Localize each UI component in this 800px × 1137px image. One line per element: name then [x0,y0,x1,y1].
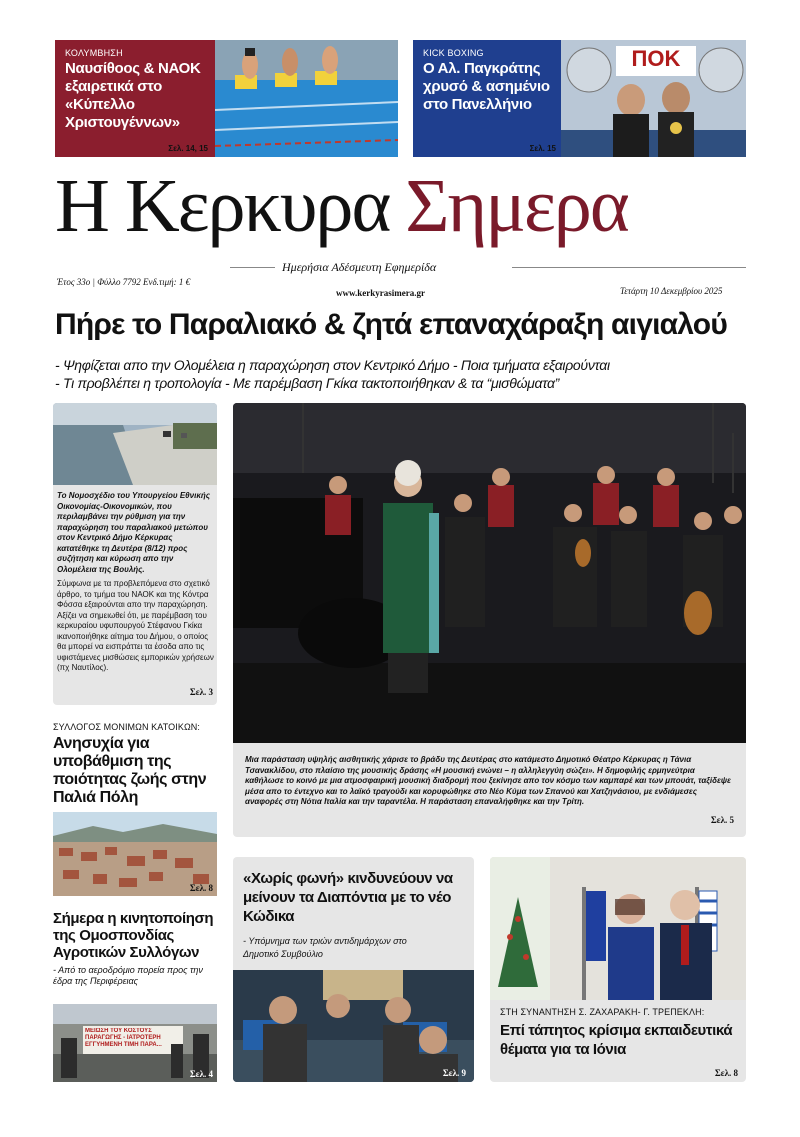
page-reference: Σελ. 8 [714,1068,738,1078]
pok-banner-text: ΠΟΚ [631,46,681,71]
residents-kicker: ΣΥΛΛΟΓΟΣ ΜΟΝΙΜΩΝ ΚΑΤΟΙΚΩΝ: [53,722,200,732]
masthead-part2: Σημερα [405,164,628,248]
masthead-slogan: Ημερήσια Αδέσμευτη Εφημερίδα [282,260,437,274]
page-reference: Σελ. 8 [189,883,213,893]
promo-kickboxing[interactable] [413,40,746,157]
diapontia-subheadline: - Υπόμνημα των τριών αντιδημάρχων στο Δημοτικό Συμβούλιο [243,936,407,959]
residents-story[interactable] [53,722,217,807]
promo-kicker: KICK BOXING [423,48,484,58]
page-reference: Σελ. 9 [442,1068,466,1078]
lead-body: Σύμφωνα με τα προβλεπόμενα στο σχετικό άρθρο, το τμήμα του ΝΑΟΚ και της Κόντρα Φόσσα εξαιρούνται απο την παραχώρηση. Αξίζει να σημειωθεί ότι, με παρέμβαση του κερκυραίου υφυπουργού Στέφανου Γκίκα ικανοποιήθηκε αίτημα του Δήμου, ο οποίος θα μπορεί να εισπράττει τα έσοδα απο τις υφιστάμενες μισθώσεις εμπορικών χρήσεων (πχ Ναυτίλος). [57,579,214,672]
lead-subheadline-1: - Ψηφίζεται απο την Ολομέλεια η παραχώρηση στον Κεντρικό Δήμο - Ποια τμήματα εξαιρούνται [55,357,610,373]
farmers-headline: Σήμερα η κινητοποίηση της Ομοσπονδίας Αγροτικών Συλλόγων [53,910,214,961]
concert-story-box[interactable] [233,403,746,837]
diapontia-headline: «Χωρίς φωνή» κινδυνεύουν να μείνουν τα Διαπόντια με το νέο Κώδικα [243,870,453,925]
protest-banner-text: ΜΕΙΩΣΗ ΤΟΥ ΚΟΣΤΟΥΣ ΠΑΡΑΓΩΓΗΣ - ΙΑΤΡΟΤΕΡΗ ΕΓΓΥΗΜΕΝΗ ΤΙΜΗ ΠΑΡΑ... [85,1028,162,1048]
protest-photo-box [53,1004,217,1082]
issue-info: Έτος 33ο | Φύλλο 7792 Ενδ.τιμή: 1 € [57,277,191,287]
swimming-photo [215,40,398,157]
residents-headline: Ανησυχία για υποβάθμιση της ποιότητας ζωής στην Παλιά Πόλη [53,735,207,806]
page-reference: Σελ. 14, 15 [168,144,208,153]
meeting-headline: Επί τάπητος κρίσιμα εκπαιδευτικά θέματα για τα Ιόνια [500,1022,733,1058]
issue-date: Τετάρτη 10 Δεκεμβρίου 2025 [620,286,723,296]
promo-title: Ναυσίθοος & ΝΑΟΚ εξαιρετικά στο «Κύπελλο Χριστουγέννων» [65,60,201,131]
farmers-subheadline: - Από το αεροδρόμιο πορεία προς την έδρα της Περιφέρειας [53,965,203,986]
council-photo [233,970,474,1082]
oldtown-photo-box [53,812,217,896]
meeting-story-box[interactable] [490,857,746,1082]
masthead [55,163,628,250]
diapontia-story-box[interactable] [233,857,474,1082]
masthead-rule-right [512,267,746,268]
meeting-kicker: ΣΤΗ ΣΥΝΑΝΤΗΣΗ Σ. ΖΑΧΑΡΑΚΗ- Γ. ΤΡΕΠΕΚΛΗ: [500,1007,705,1017]
lead-headline[interactable]: Πήρε το Παραλιακό & ζητά επαναχάραξη αιγιαλού [55,308,727,341]
lead-subheadline-2: - Τι προβλέπει η τροπολογία - Με παρέμβαση Γκίκα τακτοποιήθηκαν & τα “μισθώματα” [55,375,560,391]
concert-photo [233,403,746,743]
lead-story-box [53,403,217,705]
promo-title: Ο Αλ. Παγκράτης χρυσό & ασημένιο στο Πανελλήνιο [423,60,550,113]
website[interactable]: www.kerkyrasimera.gr [336,288,425,298]
meeting-photo [490,857,746,1000]
seafront-photo [53,403,217,485]
page-reference: Σελ. 4 [189,1069,213,1079]
concert-caption: Μια παράσταση υψηλής αισθητικής χάρισε το βράδυ της Δευτέρας στο κατάμεστο Δημοτικό Θέατρο Κέρκυρας η Τάνια Τσανακλίδου, στο πλαίσιο της μουσικής δράσης «Η μουσική ενώνει – η αλληλεγγύη σώζει». Η δημοφιλής ερμηνεύτρια καθήλωσε το κοινό με μια ατμοσφαιρική μουσική διαδρομή που ξεκίνησε απο τον κόσμο των καμπαρέ και των μπουάτ, ταξίδεψε μέσα απο το έντεχνο και το λαϊκό τραγούδι και κορυφώθηκε στο Νέο Κύμα των Σπανού και Χατζηνάσιου, με ενδιάμεσες αναφορές στη Νότια Ιταλία και την ταραντέλα. Η παράσταση επαναλήφθηκε και την Τρίτη. [245,755,731,806]
masthead-part1: Η Κερκυρα [55,164,390,248]
masthead-rule-left [230,267,275,268]
page-reference: Σελ. 15 [529,144,556,153]
page-reference: Σελ. 3 [189,687,213,697]
farmers-story[interactable] [53,910,217,987]
lead-intro: Το Νομοσχέδιο του Υπουργείου Εθνικής Οικονομίας-Οικονομικών, που περιλαμβάνει την ρύθμιση για την παραχώρηση του παραλιακού μετώπου στον Κεντρικό Δήμο Κέρκυρας κατατέθηκε τη Δευτέρα (8/12) προς συζήτηση και κύρωση απο την Ολομέλεια της Βουλής. [57,491,210,574]
page-reference: Σελ. 5 [710,815,734,825]
promo-swimming[interactable] [55,40,398,157]
promo-kicker: ΚΟΛΥΜΒΗΣΗ [65,48,123,58]
